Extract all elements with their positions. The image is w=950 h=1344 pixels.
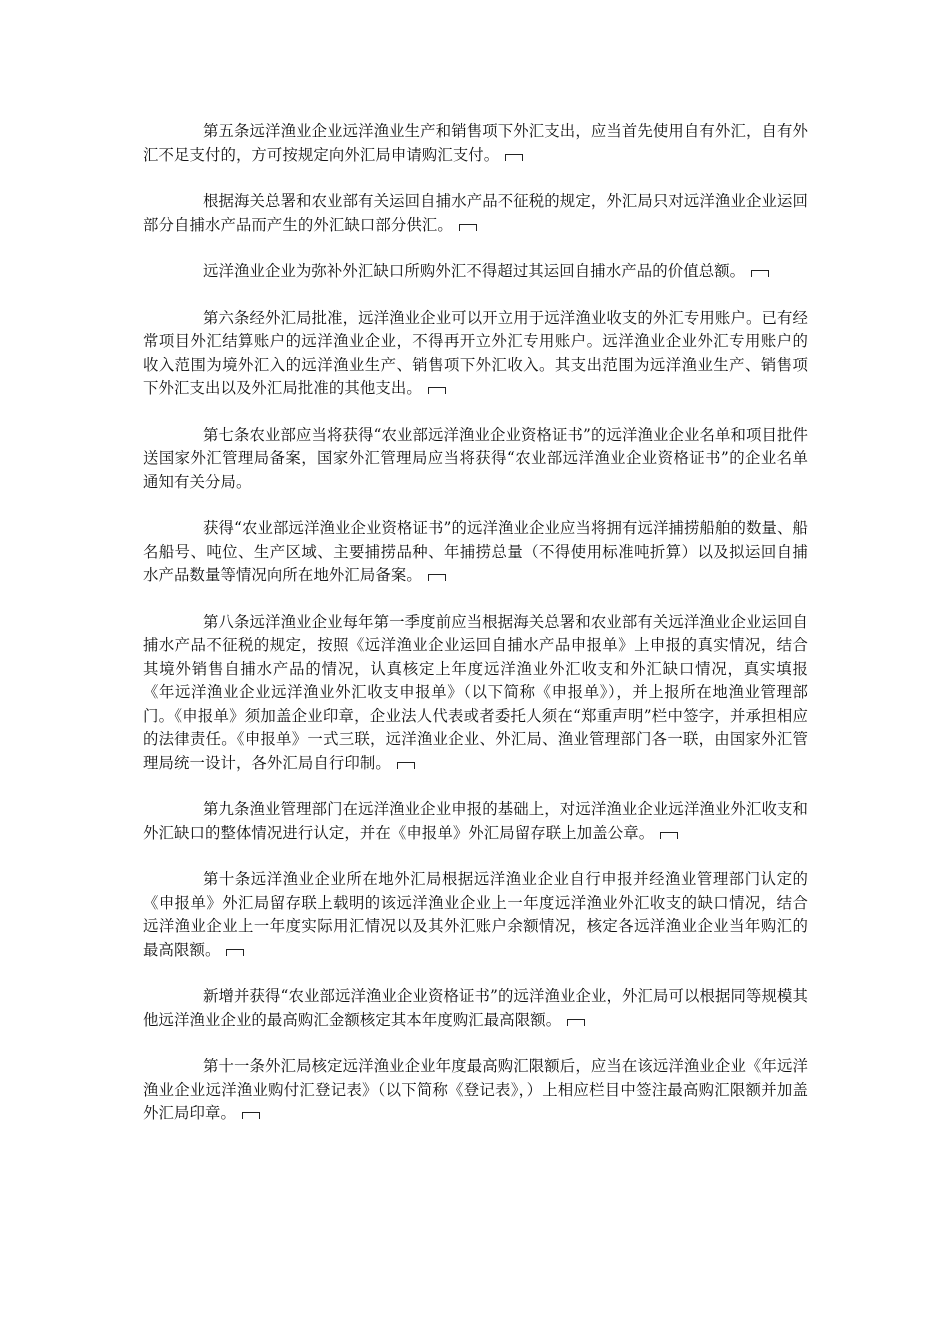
paragraph-text: 第九条渔业管理部门在远洋渔业企业申报的基础上，对远洋渔业企业远洋渔业外汇收支和外汇缺口的整体情况进行认定，并在《申报单》外汇局留存联上加盖公章。	[143, 800, 808, 842]
paragraph-text: 第五条远洋渔业企业远洋渔业生产和销售项下外汇支出，应当首先使用自有外汇，自有外汇不足支付的，方可按规定向外汇局申请购汇支付。	[143, 122, 808, 164]
document-body	[143, 120, 808, 1149]
paragraph-article-6	[143, 307, 808, 401]
paragraph-article-9	[143, 798, 808, 845]
paragraph-text: 新增并获得“农业部远洋渔业企业资格证书”的远洋渔业企业，外汇局可以根据同等规模其他远洋渔业企业的最高购汇金额核定其本年度购汇最高限额。	[143, 987, 808, 1029]
paragraph-mark-icon	[428, 387, 446, 394]
paragraph-article-8	[143, 611, 808, 776]
paragraph-article-5	[143, 120, 808, 167]
paragraph-article-7	[143, 424, 808, 495]
paragraph-text: 第十一条外汇局核定远洋渔业企业年度最高购汇限额后，应当在该远洋渔业企业《年远洋渔业企业远洋渔业购付汇登记表》（以下简称《登记表》，）上相应栏目中签注最高购汇限额并加盖外汇局印章。	[143, 1057, 808, 1122]
paragraph-article-5-customs	[143, 190, 808, 237]
paragraph-mark-icon	[751, 270, 769, 277]
paragraph-mark-icon	[397, 762, 415, 769]
paragraph-mark-icon	[242, 1112, 260, 1119]
paragraph-mark-icon	[428, 574, 446, 581]
paragraph-text: 第十条远洋渔业企业所在地外汇局根据远洋渔业企业自行申报并经渔业管理部门认定的《申报单》外汇局留存联上载明的该远洋渔业企业上一年度远洋渔业外汇收支的缺口情况，结合远洋渔业企业上一年度实际用汇情况以及其外汇账户余额情况，核定各远洋渔业企业当年购汇的最高限额。	[143, 870, 808, 959]
paragraph-article-10	[143, 868, 808, 962]
paragraph-text: 根据海关总署和农业部有关运回自捕水产品不征税的规定，外汇局只对远洋渔业企业运回部分自捕水产品而产生的外汇缺口部分供汇。	[143, 192, 808, 234]
paragraph-article-5-limit	[143, 260, 808, 284]
paragraph-mark-icon	[459, 224, 477, 231]
paragraph-mark-icon	[567, 1019, 585, 1026]
paragraph-text: 第六条经外汇局批准，远洋渔业企业可以开立用于远洋渔业收支的外汇专用账户。已有经常项目外汇结算账户的远洋渔业企业，不得再开立外汇专用账户。远洋渔业企业外汇专用账户的收入范围为境外汇入的远洋渔业生产、销售项下外汇收入。其支出范围为远洋渔业生产、销售项下外汇支出以及外汇局批准的其他支出。	[143, 308, 808, 397]
paragraph-text: 第七条农业部应当将获得“农业部远洋渔业企业资格证书”的远洋渔业企业名单和项目批件送国家外汇管理局备案，国家外汇管理局应当将获得“农业部远洋渔业企业资格证书”的企业名单通知有关分局。	[143, 425, 808, 491]
paragraph-article-7-filing	[143, 517, 808, 588]
paragraph-mark-icon	[505, 154, 523, 161]
paragraph-text: 获得“农业部远洋渔业企业资格证书”的远洋渔业企业应当将拥有远洋捕捞船舶的数量、船名船号、吨位、生产区域、主要捕捞品种、年捕捞总量（不得使用标准吨折算）以及拟运回自捕水产品数量等情况向所在地外汇局备案。	[143, 519, 808, 584]
paragraph-text: 远洋渔业企业为弥补外汇缺口所购外汇不得超过其运回自捕水产品的价值总额。	[203, 262, 746, 280]
paragraph-mark-icon	[660, 832, 678, 839]
paragraph-article-11	[143, 1055, 808, 1126]
paragraph-article-10-new	[143, 985, 808, 1032]
paragraph-mark-icon	[226, 949, 244, 956]
paragraph-text: 第八条远洋渔业企业每年第一季度前应当根据海关总署和农业部有关远洋渔业企业运回自捕水产品不征税的规定，按照《远洋渔业企业运回自捕水产品申报单》上申报的真实情况，结合其境外销售自捕水产品的情况，认真核定上年度远洋渔业外汇收支和外汇缺口情况，真实填报《年远洋渔业企业远洋渔业外汇收支申报单》（以下简称《申报单》），并上报所在地渔业管理部门。《申报单》须加盖企业印章，企业法人代表或者委托人须在“郑重声明”栏中签字，并承担相应的法律责任。《申报单》一式三联，远洋渔业企业、外汇局、渔业管理部门各一联，由国家外汇管理局统一设计，各外汇局自行印制。	[143, 612, 808, 772]
